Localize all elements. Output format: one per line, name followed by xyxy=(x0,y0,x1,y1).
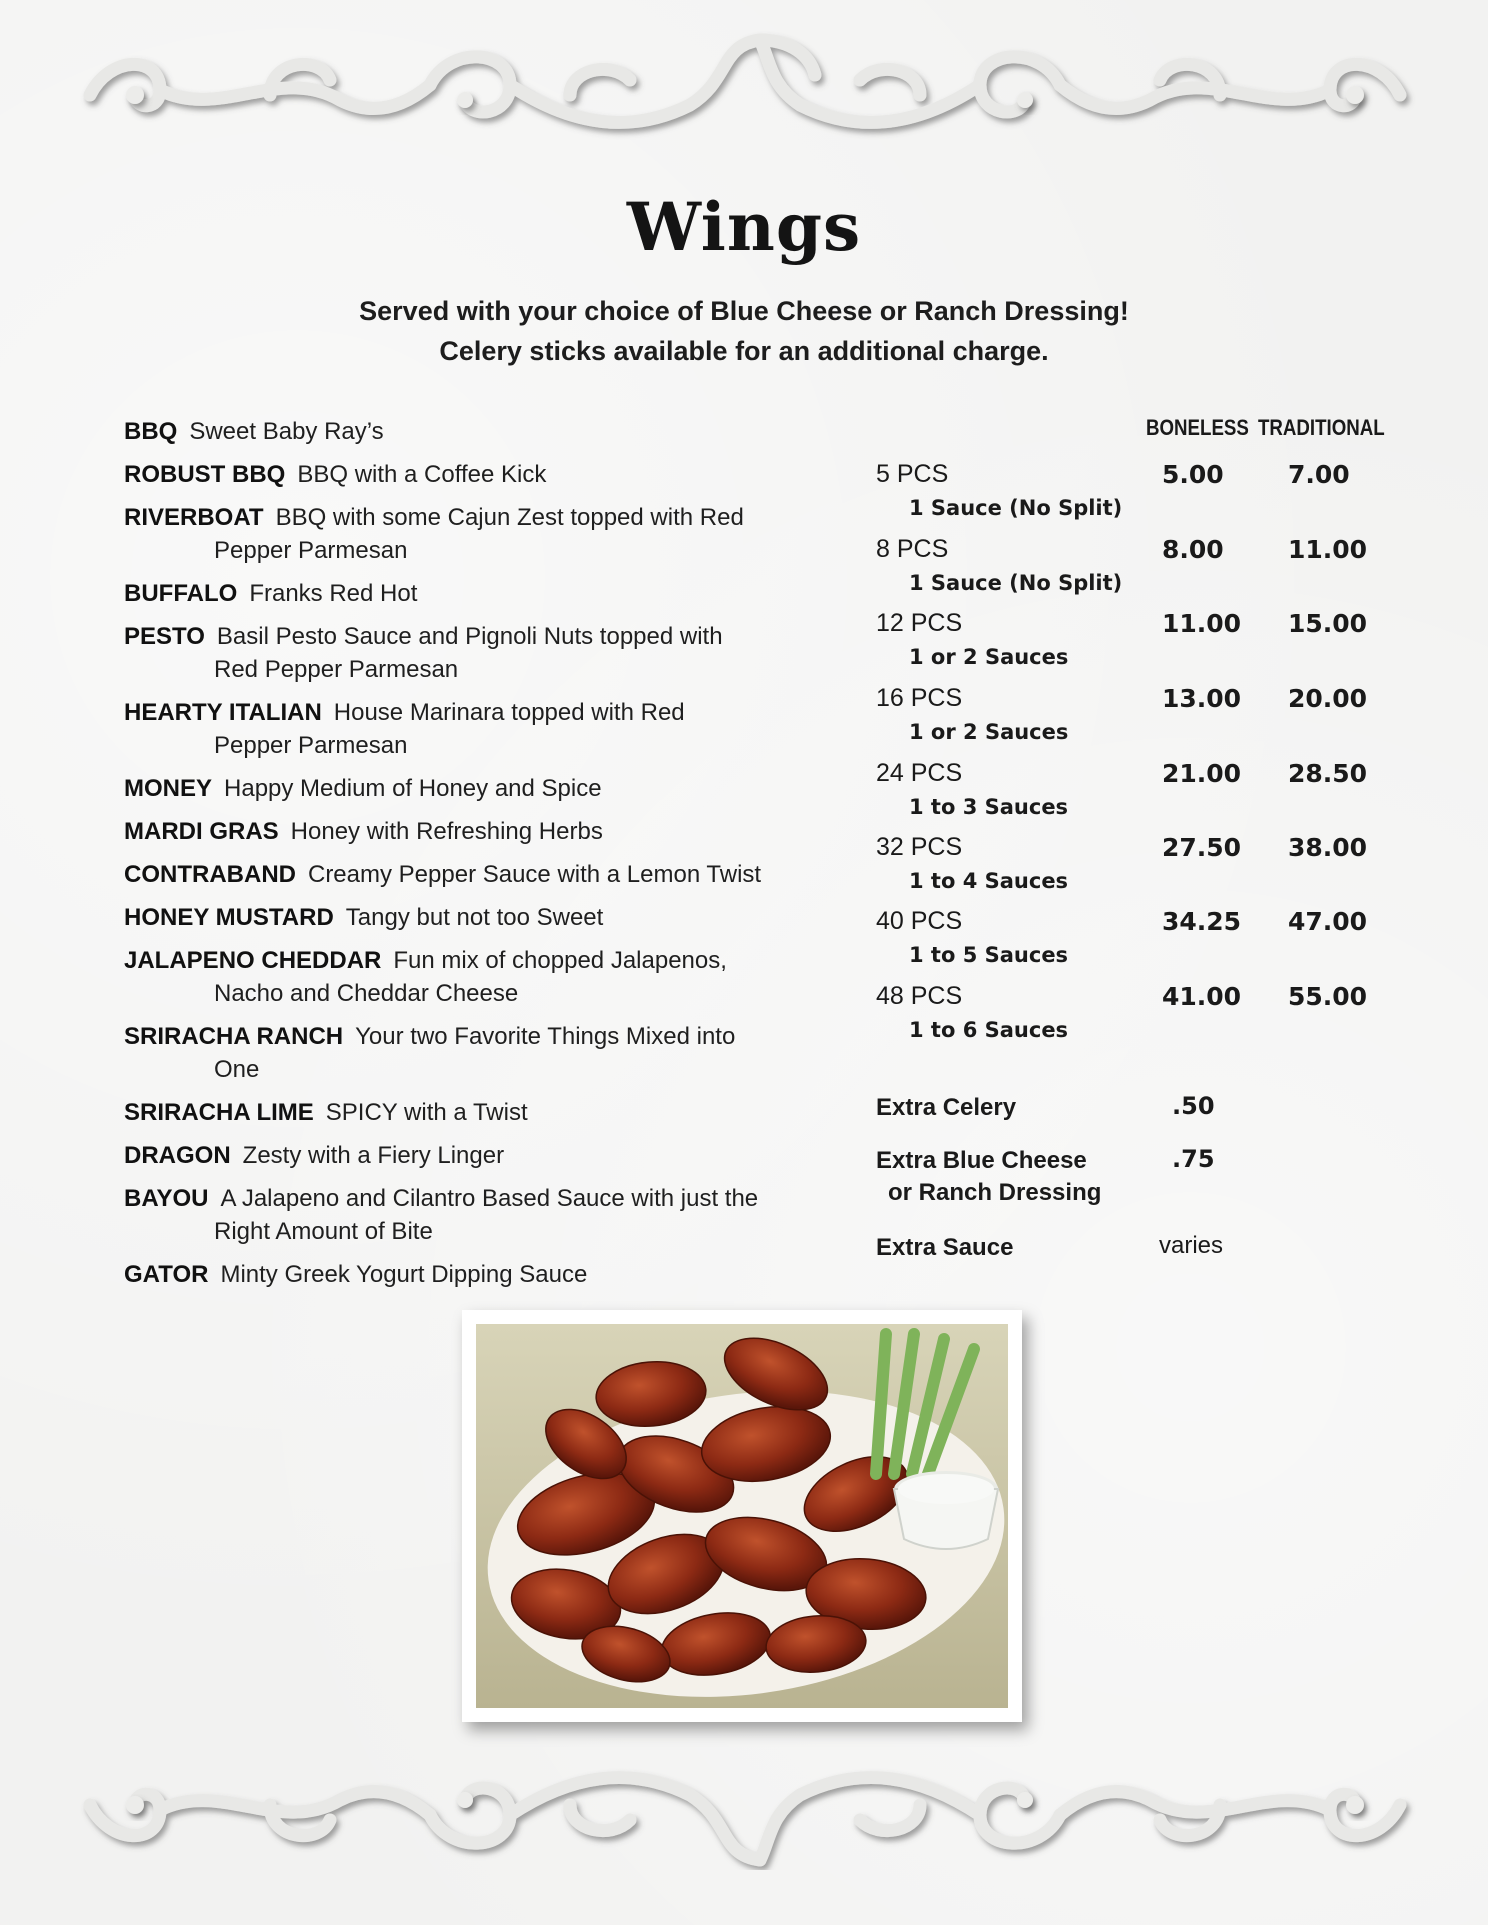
top-scroll-ornament-icon xyxy=(70,25,1420,145)
extra-price: .50 xyxy=(1172,1092,1215,1120)
sauce-limit: 1 or 2 Sauces xyxy=(909,645,1069,669)
boneless-price: 8.00 xyxy=(1162,535,1224,564)
bottom-scroll-ornament-icon xyxy=(70,1750,1420,1870)
boneless-price: 13.00 xyxy=(1162,684,1242,713)
page-title: Wings xyxy=(626,188,862,266)
sauce-limit: 1 to 5 Sauces xyxy=(909,943,1069,967)
size-row xyxy=(876,982,1416,1057)
wings-photo xyxy=(462,1310,1022,1722)
flavor-name: BBQ xyxy=(124,418,178,445)
flavor-item xyxy=(124,501,764,567)
extra-price: .75 xyxy=(1172,1145,1215,1173)
flavor-item xyxy=(124,858,764,891)
flavor-item xyxy=(124,815,764,848)
flavor-description: SPICY with a Twist xyxy=(325,1099,528,1126)
sauce-limit: 1 Sauce (No Split) xyxy=(909,496,1123,520)
flavor-description: Basil Pesto Sauce and Pignoli Nuts topped with Red Pepper Parmesan xyxy=(214,623,723,683)
piece-count: 12 PCS xyxy=(876,609,963,637)
flavor-item xyxy=(124,1258,764,1291)
sauce-limit: 1 to 3 Sauces xyxy=(909,795,1069,819)
flavor-description: Honey with Refreshing Herbs xyxy=(290,818,603,845)
flavor-description: Franks Red Hot xyxy=(249,580,418,607)
piece-count: 40 PCS xyxy=(876,907,963,935)
flavor-item xyxy=(124,1182,764,1248)
size-row xyxy=(876,684,1416,759)
boneless-price: 41.00 xyxy=(1162,982,1242,1011)
traditional-price: 11.00 xyxy=(1288,535,1368,564)
size-row xyxy=(876,907,1416,982)
flavor-description: Happy Medium of Honey and Spice xyxy=(224,775,602,802)
sauce-limit: 1 Sauce (No Split) xyxy=(909,571,1123,595)
traditional-price: 7.00 xyxy=(1288,460,1350,489)
boneless-price: 5.00 xyxy=(1162,460,1224,489)
piece-count: 16 PCS xyxy=(876,684,963,712)
flavor-description: Fun mix of chopped Jalapenos, Nacho and Cheddar Cheese xyxy=(214,947,727,1007)
flavor-description: BBQ with some Cajun Zest topped with Red Pepper Parmesan xyxy=(214,504,744,564)
extra-name: Extra Celery xyxy=(876,1094,1017,1121)
flavor-item xyxy=(124,1020,764,1086)
extra-price: varies xyxy=(1159,1232,1224,1259)
flavor-name: CONTRABAND xyxy=(124,861,296,888)
flavor-description: Sweet Baby Ray’s xyxy=(189,418,384,445)
flavor-name: BAYOU xyxy=(124,1185,209,1212)
subtitle-celery: Celery sticks available for an additional charge. xyxy=(439,336,1049,366)
piece-count: 24 PCS xyxy=(876,759,963,787)
boneless-price: 27.50 xyxy=(1162,833,1242,862)
flavor-description: House Marinara topped with Red Pepper Parmesan xyxy=(214,699,685,759)
flavor-name: JALAPENO CHEDDAR xyxy=(124,947,382,974)
boneless-price: 34.25 xyxy=(1162,907,1242,936)
flavor-item xyxy=(124,772,764,805)
size-row xyxy=(876,759,1416,834)
flavor-name: RIVERBOAT xyxy=(124,504,264,531)
flavor-item xyxy=(124,415,764,448)
boneless-price: 21.00 xyxy=(1162,759,1242,788)
flavor-item xyxy=(124,1096,764,1129)
flavor-name: GATOR xyxy=(124,1261,209,1288)
flavor-name: PESTO xyxy=(124,623,205,650)
size-row xyxy=(876,460,1416,535)
flavor-description: Minty Greek Yogurt Dipping Sauce xyxy=(220,1261,588,1288)
flavor-name: SRIRACHA LIME xyxy=(124,1099,314,1126)
sauce-limit: 1 to 6 Sauces xyxy=(909,1018,1069,1042)
flavor-description: Creamy Pepper Sauce with a Lemon Twist xyxy=(307,861,762,888)
size-row xyxy=(876,535,1416,610)
traditional-header: TRADITIONAL xyxy=(1258,415,1385,440)
boneless-price: 11.00 xyxy=(1162,609,1242,638)
flavor-item xyxy=(124,696,764,762)
size-row xyxy=(876,609,1416,684)
traditional-price: 15.00 xyxy=(1288,609,1368,638)
extra-name: Extra Sauce xyxy=(876,1234,1014,1261)
flavor-description: A Jalapeno and Cilantro Based Sauce with just the Right Amount of Bite xyxy=(214,1185,759,1245)
sauce-limit: 1 to 4 Sauces xyxy=(909,869,1069,893)
flavor-description: BBQ with a Coffee Kick xyxy=(297,461,547,488)
piece-count: 8 PCS xyxy=(876,535,949,563)
traditional-price: 47.00 xyxy=(1288,907,1368,936)
extra-name: Extra Blue Cheese or Ranch Dressing xyxy=(876,1147,1102,1206)
flavor-name: HEARTY ITALIAN xyxy=(124,699,322,726)
flavor-name: ROBUST BBQ xyxy=(124,461,286,488)
piece-count: 5 PCS xyxy=(876,460,949,488)
flavor-item xyxy=(124,944,764,1010)
flavor-item xyxy=(124,901,764,934)
flavor-item xyxy=(124,620,764,686)
flavor-name: MONEY xyxy=(124,775,213,802)
flavor-name: MARDI GRAS xyxy=(124,818,279,845)
traditional-price: 55.00 xyxy=(1288,982,1368,1011)
subtitle-dressing: Served with your choice of Blue Cheese or Ranch Dressing! xyxy=(359,296,1129,326)
flavor-description: Zesty with a Fiery Linger xyxy=(242,1142,505,1169)
flavor-name: DRAGON xyxy=(124,1142,231,1169)
piece-count: 32 PCS xyxy=(876,833,963,861)
traditional-price: 20.00 xyxy=(1288,684,1368,713)
traditional-price: 28.50 xyxy=(1288,759,1368,788)
flavor-description: Tangy but not too Sweet xyxy=(345,904,604,931)
flavor-item xyxy=(124,1139,764,1172)
flavor-name: SRIRACHA RANCH xyxy=(124,1023,344,1050)
size-row xyxy=(876,833,1416,908)
flavor-name: HONEY MUSTARD xyxy=(124,904,334,931)
flavor-item xyxy=(124,458,764,491)
flavor-item xyxy=(124,577,764,610)
flavor-description: Your two Favorite Things Mixed into One xyxy=(214,1023,736,1083)
sauce-limit: 1 or 2 Sauces xyxy=(909,720,1069,744)
traditional-price: 38.00 xyxy=(1288,833,1368,862)
piece-count: 48 PCS xyxy=(876,982,963,1010)
chicken-wings-photo xyxy=(476,1324,1008,1708)
flavor-list xyxy=(124,415,764,1301)
flavor-name: BUFFALO xyxy=(124,580,238,607)
boneless-header: BONELESS xyxy=(1146,415,1249,440)
